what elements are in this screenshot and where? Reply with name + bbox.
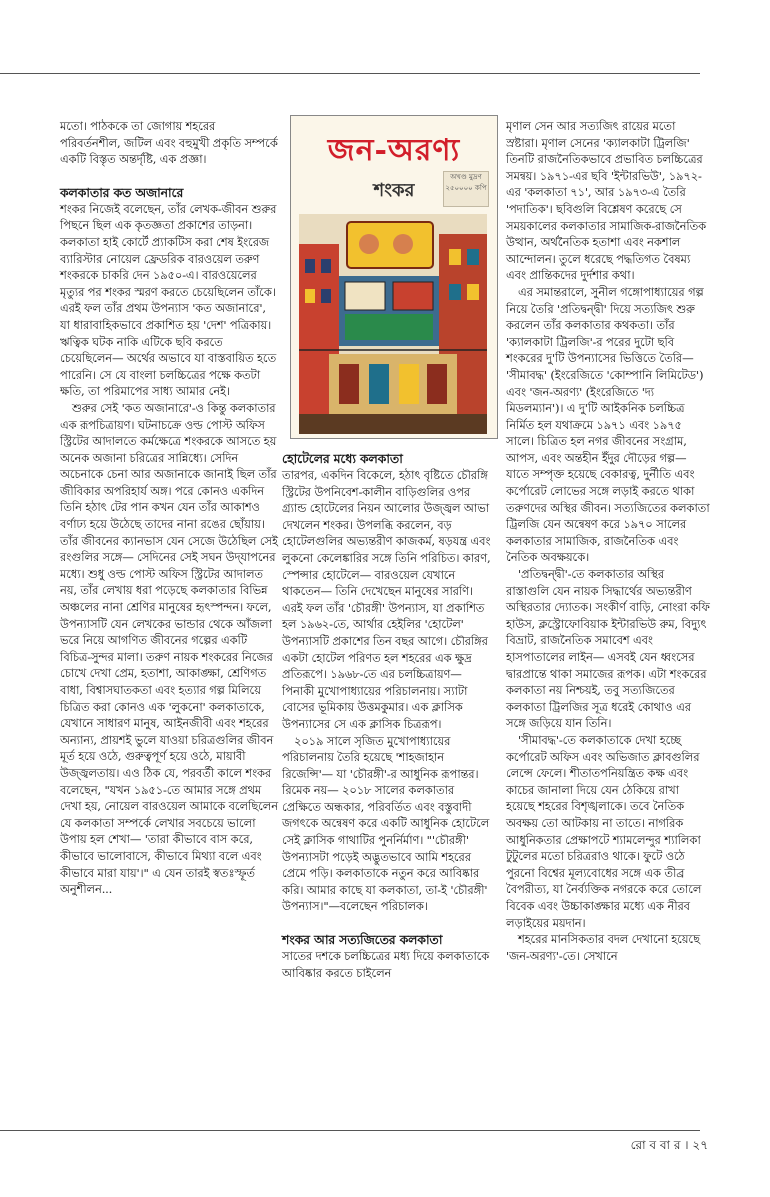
book-cover-image bbox=[290, 115, 498, 439]
top-rule bbox=[0, 73, 700, 74]
paragraph: এর সমান্তরালে, সুনীল গঙ্গোপাধ্যায়ের গল্প নিয়ে তৈরি 'প্রতিদ্বন্দ্বী' দিয়ে সত্যজিৎ শুরু করলেন তাঁর কলকাতার কথকতা। তাঁর 'ক্যালকাটা ট্রিলজি'-র পরের দুটো ছবি শংকরের দু'টি উপন্যাসের ভিত্তিতে তৈরি— 'সীমাবদ্ধ' (ইংরেজিতে 'কোম্পানি লিমিটেড') এবং 'জন-অরণ্য' (ইংরেজিতে 'দ্য মিডলম্যান')। এ দু'টি আইকনিক চলচ্চিত্র নির্মিত হল যথাক্রমে ১৯৭১ এবং ১৯৭৫ সালে। চিত্রিত হল নগর জীবনের সংগ্রাম, আপস, এবং অন্তহীন ইঁদুর দৌড়ের গল্প— যাতে সম্পৃক্ত হয়েছে বেকারত্ব, দুর্নীতি এবং কর্পোরেট লোভের সঙ্গে লড়াই করতে থাকা তরুণদের অস্থির জীবন। সত্যজিতের কলকাতা ট্রিলজি যেন অন্বেষণ করে ১৯৭০ সালের কলকাতার সামাজিক, রাজনৈতিক এবং নৈতিক অবক্ষয়কে। bbox=[506, 284, 710, 565]
paragraph: ২০১৯ সালে সৃজিত মুখোপাধ্যায়ের পরিচালনায় তৈরি হয়েছে 'শাহজাহান রিজেন্সি'— যা 'চৌরঙ্গী'-র আধুনিক রূপান্তর। রিমেক নয়— ২০১৮ সালের কলকাতার প্রেক্ষিতে অন্ধকার, পরিবর্তিত এবং বস্তুবাদী জগৎকে অন্বেষণ করে একটি আধুনিক হোটেলে সেই ক্লাসিক গাথাটির পুনর্নির্মাণ। "'চৌরঙ্গী' উপন্যাসটা পড়েই অদ্ভুতভাবে আমি শহরের প্রেমে পড়ি। কলকাতাকে নতুন করে আবিষ্কার করি। আমার কাছে যা কলকাতা, তা-ই 'চৌরঙ্গী' উপন্যাস।"—বলেছেন পরিচালক। bbox=[282, 733, 490, 914]
column-2 bbox=[282, 450, 494, 981]
cover-illustration bbox=[299, 214, 487, 434]
paragraph: শুরুর সেই 'কত অজানারে'-ও কিন্তু কলকাতার এক রূপচিত্রায়ণ। ঘটনাচক্রে ওল্ড পোস্ট অফিস স্ট্রিটের আদালতে কর্মক্ষেত্রে শংকরকে আসতে হয় অনেক অজানা চরিত্রের সান্নিধ্যে। সেদিন অচেনাকে চেনা আর অজানাকে জানাই ছিল তাঁর জীবিকার অপরিহার্য অঙ্গ। পরে কোনও একদিন তিনি হঠাৎ টের পান কখন যেন তাঁর আকাশও বর্ণাঢ্য হয়ে উঠেছে তাদের নানা রঙের ছোঁয়ায়। তাঁর জীবনের ক্যানভাস যেন সেজে উঠেছিল সেই রংগুলির সঙ্গে— সেদিনের সেই সঘন উদ্‌যাপনের মধ্যে। শুধু ওল্ড পোস্ট অফিস স্ট্রিটের আদালত নয়, তাঁর লেখায় ধরা পড়েছে কলকাতার বিভিন্ন অঞ্চলের নানা শ্রেণির মানুষের হৃৎস্পন্দন। ফলে, উপন্যাসটি যেন লেখকের ভান্ডার থেকে আঁজলা ভরে নিয়ে আগণিত জীবনের গল্পের একটি বিচিত্র-সুন্দর মালা। তরুণ নায়ক শংকরের নিজের চোখে দেখা প্রেম, হতাশা, আকাঙ্ক্ষা, শ্রেণিগত বাধা, বিশ্বাসঘাতকতা এবং হত্যার গল্প মিলিয়ে চিত্রিত করা কোনও এক 'লুকনো' কলকাতাকে, যেখানে সাধারণ মানুষ, আইনজীবী এবং শহরের অন্যান্য, প্রায়শই ভুলে যাওয়া চরিত্রগুলির জীবন মূর্ত হয়ে ওঠে, গুরুত্বপূর্ণ হয়ে ওঠে, মায়াবী উজ্জ্বলতায়। এও ঠিক যে, পরবর্তী কালে শংকর বলেছেন, "যখন ১৯৫১-তে আমার সঙ্গে প্রথম দেখা হয়, নোয়েল বারওয়েল আমাকে বলেছিলেন যে কলকাতা সম্পর্কে লেখার সবচেয়ে ভালো উপায় হল শেখা— 'তারা কীভাবে বাস করে, কীভাবে ভালোবাসে, কীভাবে মিথ্যা বলে এবং কীভাবে মারা যায়'।" এ যেন তারই স্বতঃস্ফূর্ত অনুশীলন... bbox=[60, 400, 278, 897]
section-heading: হোটেলের মধ্যে কলকাতা bbox=[282, 451, 403, 466]
bottom-rule bbox=[0, 1130, 700, 1131]
section-heading: শংকর আর সত্যজিতের কলকাতা bbox=[282, 932, 443, 948]
paragraph: মতো। পাঠককে তা জোগায় শহরের পরিবর্তনশীল, জটিল এবং বহুমুখী প্রকৃতি সম্পর্কে একটি বিস্তৃত অন্তর্দৃষ্টি, এক প্রজ্ঞা। bbox=[60, 119, 278, 167]
cover-title: জন-অরণ্য bbox=[327, 133, 461, 168]
column-1 bbox=[60, 118, 278, 898]
page-footer: রো ব বা র । ২৭ bbox=[630, 1138, 708, 1152]
column-3 bbox=[506, 118, 710, 964]
paragraph: শহরের মানসিকতার বদল দেখানো হয়েছে 'জন-অরণ্য'-তে। সেখানে bbox=[506, 932, 700, 963]
paragraph: 'সীমাবদ্ধ'-তে কলকাতাকে দেখা হচ্ছে কর্পোরেট অফিস এবং অভিজাত ক্লাবগুলির লেন্সে ফেলে। শীতাতপনিয়ন্ত্রিত কক্ষ এবং কাচের জানালা দিয়ে যেন ঠেকিয়ে রাখা হয়েছে শহরের বিশৃঙ্খলাকে। তবে নৈতিক অবক্ষয় তো আটকায় না তাতে। নাগরিক আধুনিকতার প্রেক্ষাপটে শ্যামলেন্দুর শ্যালিকা টুটুলের মতো চরিত্ররাও থাকে। ফুটে ওঠে পুরনো বিশ্বের মূল্যবোধের সঙ্গে এক তীব্র বৈপরীত্য, যা নৈর্ব্যক্তিক নগরকে করে তোলে বিবেক এবং উচ্চাকাঙ্ক্ষার মধ্যে এক নীরব লড়াইয়ের ময়দান। bbox=[506, 732, 702, 930]
paragraph: শংকর নিজেই বলেছেন, তাঁর লেখক-জীবন শুরুর পিছনে ছিল এক কৃতজ্ঞতা প্রকাশের তাড়না। কলকাতা হাই কোর্টে প্র্যাকটিস করা শেষ ইংরেজ ব্যারিস্টার নোয়েল ফ্রেডরিক বারওয়েল তরুণ শংকরকে চাকরি দেন ১৯৫০-এ। বারওয়েলের মৃত্যুর পর শংকর স্মরণ করতে চেয়েছিলেন তাঁকে। এরই ফল তাঁর প্রথম উপন্যাস 'কত অজানারে', যা ধারাবাহিকভাবে প্রকাশিত হয় 'দেশ' পত্রিকায়। ঋত্বিক ঘটক নাকি এটিকে ছবি করতে চেয়েছিলেন— অর্থের অভাবে যা বাস্তবায়িত হতে পারেনি। সে যে বাংলা চলচ্চিত্রের পক্ষে কতটা ক্ষতি, তা পরিমাপের সাধ্য আমার নেই। bbox=[60, 201, 277, 399]
section-heading: কলকাতার কত অজানারে bbox=[60, 184, 184, 200]
paragraph: সাতের দশকে চলচ্চিত্রের মধ্য দিয়ে কলকাতাকে আবিষ্কার করতে চাইলেন bbox=[282, 949, 490, 980]
paragraph: তারপর, একদিন বিকেলে, হঠাৎ বৃষ্টিতে চৌরঙ্গি স্ট্রিটের উপনিবেশ-কালীন বাড়িগুলির ওপর গ্র্যান্ড হোটেলের নিয়ন আলোর উজ্জ্বল আভা দেখলেন শংকর। উপলব্ধি করলেন, বড় হোটেলগুলির অভ্যন্তরীণ কাজকর্ম, ষড়যন্ত্র এবং লুকনো কেলেঙ্কারির সঙ্গে তিনি পরিচিত। কারণ, স্পেন্সার হোটেলে— বারওয়েল যেখানে থাকতেন— তিনি দেখেছেন মানুষের সারণি। এরই ফল তাঁর 'চৌরঙ্গী' উপন্যাস, যা প্রকাশিত হল ১৯৬২-তে, আর্থার হেইলির 'হোটেল' উপন্যাসটি প্রকাশের তিন বছর আগে। চৌরঙ্গির একটা হোটেল পরিণত হল শহরের এক ক্ষুদ্র প্রতিরূপে। ১৯৬৮-তে এর চলচ্চিত্রায়ণ— পিনাকী মুখোপাধ্যায়ের পরিচালনায়। স্যাটা বোসের ভূমিকায় উত্তমকুমার। এক ক্লাসিক উপন্যাসের সে এক ক্লাসিক চিত্ররূপ। bbox=[282, 468, 491, 731]
magazine-name: রো ব বা র bbox=[630, 1138, 681, 1152]
cover-author: শংকর bbox=[373, 180, 415, 201]
paragraph: 'প্রতিদ্বন্দ্বী'-তে কলকাতার অস্থির রাস্তাগুলি যেন নায়ক সিদ্ধার্থের অভ্যন্তরীণ অস্থিরতার দ্যোতক। সংকীর্ণ বাড়ি, নোংরা কফি হাউস, ক্লস্ট্রোফোবিয়াক ইন্টারভিউ রুম, বিদ্যুৎ বিভ্রাট, রাজনৈতিক সমাবেশ এবং হাসপাতালের লাইন— এসবই যেন ধ্বংসের দ্বারপ্রান্তে থাকা সমাজের রূপক। এটা শংকরের কলকাতা নয় নিশ্চয়ই, তবু সত্যজিতের কলকাতা ট্রিলজির সূত্র ধরেই কোথাও এর সঙ্গে জড়িয়ে যান তিনি। bbox=[506, 567, 710, 731]
page-number: ২৭ bbox=[692, 1138, 708, 1152]
cover-seal: অখণ্ড মুদ্রণ ২৫০০০০ কপি bbox=[443, 171, 489, 207]
paragraph: মৃণাল সেন আর সত্যজিৎ রায়ের মতো স্রষ্টারা। মৃণাল সেনের 'ক্যালকাটা ট্রিলজি' তিনটি রাজনৈতিকভাবে প্রভাবিত চলচ্চিত্রের সমন্বয়। ১৯৭১-এর ছবি 'ইন্টারভিউ', ১৯৭২-এর 'কলকাতা ৭১', আর ১৯৭৩-এ তৈরি 'পদাতিক'। ছবিগুলি বিশ্লেষণ করেছে সে সময়কালের কলকাতার সামাজিক-রাজনৈতিক উত্থান, অর্থনৈতিক হতাশা এবং নকশাল আন্দোলন। তুলে ধরেছে পদ্ধতিগত বৈষম্য এবং প্রান্তিকদের দুর্দশার কথা। bbox=[506, 119, 707, 283]
